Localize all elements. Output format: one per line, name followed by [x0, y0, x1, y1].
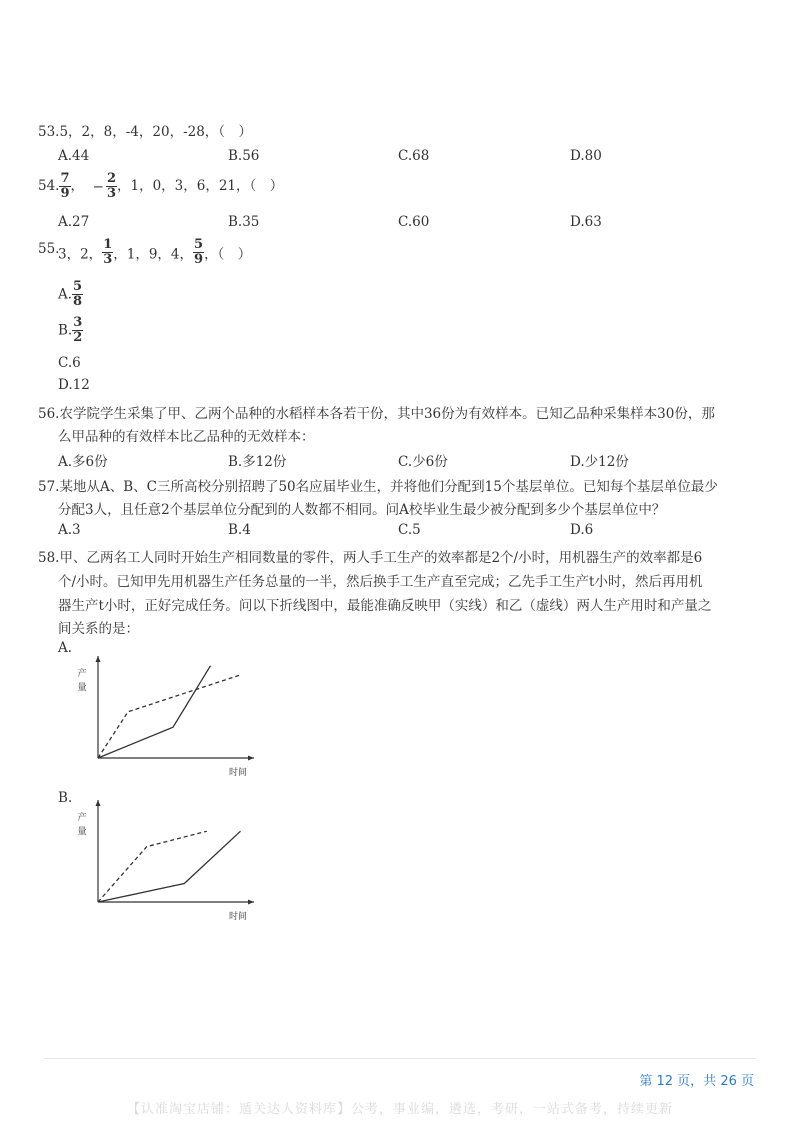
x-axis-arrow — [248, 756, 254, 761]
q54-fraction-1: $\frac{7}{9}$ — [60, 171, 70, 201]
q58-line-2: 个/小时。已知甲先用机器生产任务总量的一半，然后换手工生产直至完成；乙先手工生产t小时，然后再用机 — [58, 574, 703, 590]
q55-prefix: 55. — [38, 241, 60, 257]
y-axis-label: 产 — [77, 669, 87, 679]
q56-option-a[interactable]: A.多6份 — [58, 454, 108, 470]
q55-option-a[interactable]: A. $\frac{5}{8}$ — [58, 279, 83, 309]
q58-line-4: 间关系的是： — [58, 621, 139, 637]
q54-option-b[interactable]: B.35 — [228, 214, 260, 230]
q54-option-c[interactable]: C.60 — [398, 214, 430, 230]
q55-option-d[interactable]: D.12 — [58, 377, 90, 393]
q58-line-1: 58.甲、乙两名工人同时开始生产相同数量的零件，两人手工生产的效率都是2个/小时，用机器生产的效率都是6 — [38, 550, 703, 566]
series-jia-solid-line — [98, 831, 241, 902]
q56-line-1: 56.农学院学生采集了甲、乙两个品种的水稻样本各若干份，其中36份为有效样本。已知乙品种采集样本30份，那 — [38, 406, 715, 422]
x-axis-label: 时间 — [228, 768, 248, 778]
q54-option-a[interactable]: A.27 — [58, 214, 90, 230]
y-axis-label: 量 — [77, 827, 87, 837]
q54-stem: 54. $\frac{7}{9}$ ， − $\frac{2}{3}$ ，1，0，3，6，21，（ ） — [38, 171, 284, 201]
x-axis-arrow — [248, 900, 254, 905]
q54-prefix: 54. — [38, 178, 60, 194]
q55-fraction-2: $\frac{5}{9}$ — [194, 237, 204, 267]
q54-rest: ，1，0，3，6，21，（ ） — [116, 178, 284, 194]
q56-option-d[interactable]: D.少12份 — [570, 454, 629, 470]
series-yi-dashed-line — [98, 831, 207, 902]
q57-option-d[interactable]: D.6 — [570, 522, 594, 538]
q57-line-1: 57.某地从A、B、C三所高校分别招聘了50名应届毕业生，并将他们分配到15个基层单位。已知每个基层单位最少 — [38, 479, 718, 495]
q56-option-c[interactable]: C.少6份 — [398, 454, 448, 470]
q55-stem: 3，2， $\frac{1}{3}$ ，1，9，4， $\frac{5}{9}$ ，（ ） — [58, 237, 252, 267]
q55-option-c[interactable]: C.6 — [58, 355, 81, 371]
q55-fraction-1: $\frac{1}{3}$ — [103, 237, 113, 267]
x-axis-label: 时间 — [228, 912, 248, 922]
y-axis-arrow — [96, 800, 101, 806]
page-number: 第 12 页，共 26 页 — [639, 1074, 754, 1089]
q53-option-c[interactable]: C.68 — [398, 148, 430, 164]
q56-line-2: 么甲品种的有效样本比乙品种的无效样本： — [58, 429, 315, 445]
y-axis-label: 产 — [77, 813, 87, 823]
q53-option-d[interactable]: D.80 — [570, 148, 602, 164]
q58-option-a-label[interactable]: A. — [58, 640, 73, 656]
series-yi-dashed-line — [98, 675, 241, 758]
q54-option-d[interactable]: D.63 — [570, 214, 602, 230]
q57-option-c[interactable]: C.5 — [398, 522, 421, 538]
q58-chart-b[interactable] — [70, 796, 260, 926]
q58-option-b-label[interactable]: B. — [58, 790, 73, 806]
y-axis-label: 量 — [77, 683, 87, 693]
footer-divider — [44, 1058, 756, 1059]
q54-fraction-2: $\frac{2}{3}$ — [106, 171, 116, 201]
watermark-text: 【认准淘宝店铺：遁关达人资料库】公考，事业编，遴选，考研，一站式备考，持续更新 — [126, 1102, 673, 1117]
q55-option-b[interactable]: B. $\frac{3}{2}$ — [58, 315, 83, 345]
y-axis-arrow — [96, 656, 101, 662]
q58-chart-a[interactable] — [70, 652, 260, 782]
q53-option-a[interactable]: A.44 — [58, 148, 90, 164]
q56-option-b[interactable]: B.多12份 — [228, 454, 287, 470]
q53-stem: 53.5，2，8，-4，20，-28，（ ） — [38, 124, 253, 140]
q57-line-2: 分配3人，且任意2个基层单位分配到的人数都不相同。问A校毕业生最少被分配到多少个基层单位中？ — [58, 502, 666, 518]
q57-option-a[interactable]: A.3 — [58, 522, 81, 538]
q53-option-b[interactable]: B.56 — [228, 148, 260, 164]
q58-line-3: 器生产t小时，正好完成任务。问以下折线图中，最能准确反映甲（实线）和乙（虚线）两人生产用时和产量之 — [58, 598, 712, 614]
q57-option-b[interactable]: B.4 — [228, 522, 251, 538]
series-jia-solid-line — [98, 666, 211, 758]
